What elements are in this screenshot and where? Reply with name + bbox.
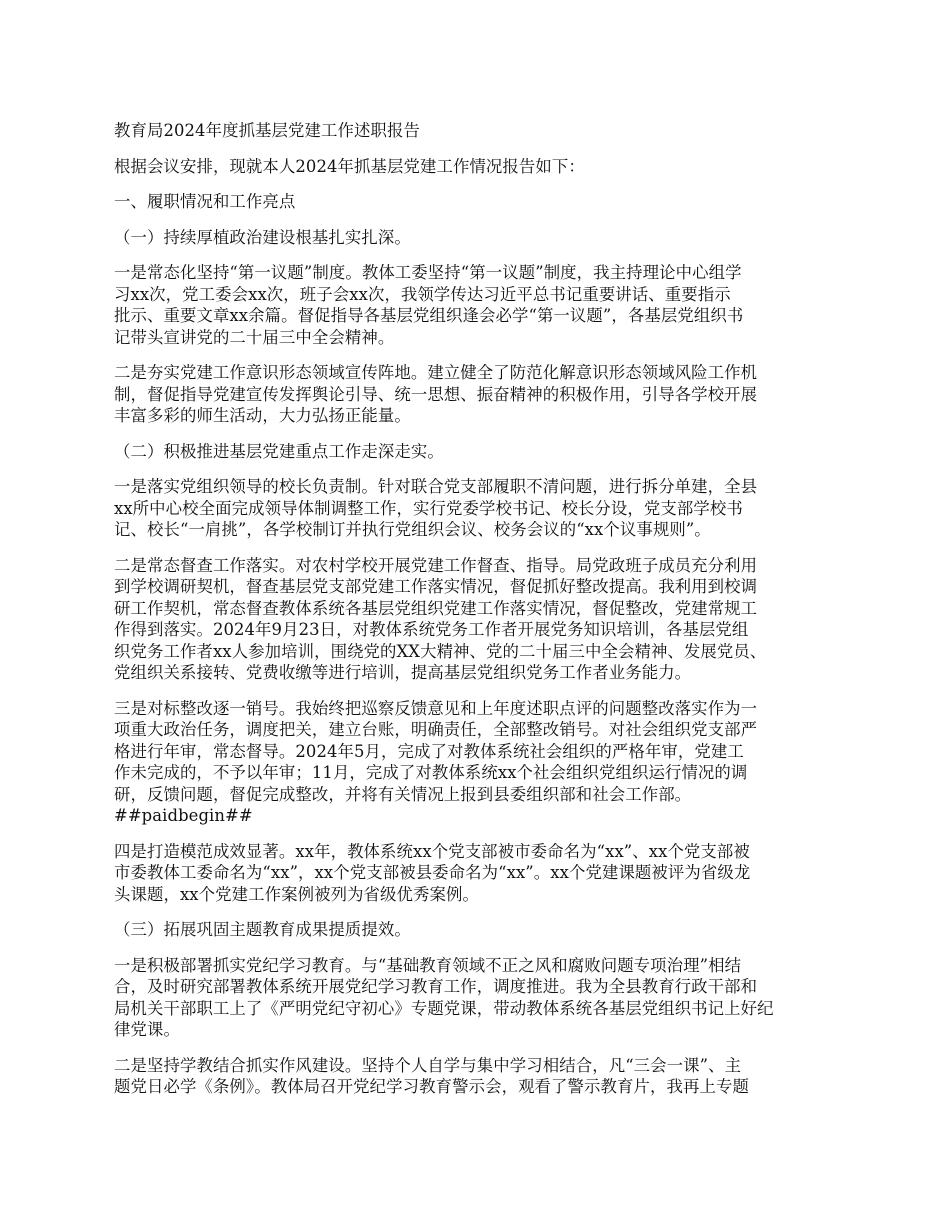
document-page: [114, 120, 850, 1112]
body-paragraph: 二是常态督查工作落实。对农村学校开展党建工作督查、指导。局党政班子成员充分利用 到学校调研契机，督查基层党支部党建工作落实情况，督促抓好整改提高。我利用到校调 研工作契机，常态督查教体系统各基层党组织党建工作落实情况，督促整改，党建常规工 作得到落实。2024年9月23日，对教体系统党务工作者开展党务知识培训，各基层党组 织党务工作者xx人参加培训，围绕党的XX大精神、党的二十届三中全会精神、发展党员、 党组织关系接转、党费收缴等进行培训，提高基层党组织党务工作者业务能力。: [114, 555, 767, 682]
subsection-heading-3: （三）拓展巩固主题教育成果提质提效。: [114, 920, 411, 939]
intro-paragraph: 根据会议安排，现就本人2024年抓基层党建工作情况报告如下：: [114, 156, 585, 176]
document-title: 教育局2024年度抓基层党建工作述职报告: [114, 121, 420, 140]
body-paragraph: 四是打造模范成效显著。xx年，教体系统xx个党支部被市委命名为“xx”、xx个党支部被 市委教体工委命名为“xx”，xx个党支部被县委命名为“xx”。xx个党建课题被评为省级龙 头课题，xx个党建工作案例被列为省级优秀案例。: [114, 841, 751, 904]
subsection-heading-1: （一）持续厚植政治建设根基扎实扎深。: [114, 227, 411, 247]
body-paragraph: 二是坚持学教结合抓实作风建设。坚持个人自学与集中学习相结合，凡“三会一课”、主 题党日必学《条例》。教体局召开党纪学习教育警示会，观看了警示教育片，我再上专题: [114, 1055, 749, 1096]
paid-begin-marker: ##paidbegin##: [114, 806, 253, 825]
section-heading: 一、履职情况和工作亮点: [114, 192, 296, 211]
subsection-heading-2: （二）积极推进基层党建重点工作走深走实。: [114, 441, 444, 461]
body-paragraph: 一是常态化坚持“第一议题”制度。教体工委坚持“第一议题”制度，我主持理论中心组学 习xx次，党工委会xx次，班子会xx次，我领学传达习近平总书记重要讲话、重要指示 批示、重要文章xx余篇。督促指导各基层党组织逢会必学“第一议题”，各基层党组织书 记带头宣讲党的二十届三中全会精神。: [114, 263, 744, 347]
body-paragraph: 三是对标整改逐一销号。我始终把巡察反馈意见和上年度述职点评的问题整改落实作为一 项重大政治任务，调度把关，建立台账，明确责任，全部整改销号。对社会组织党支部严 格进行年审，常态督导。2024年5月，完成了对教体系统社会组织的严格年审，党建工 作未完成的，不予以年审；11月，完成了对教体系统xx个社会组织党组织运行情况的调 研，反馈问题，督促完成整改，并将有关情况上报到县委组织部和社会工作部。: [114, 698, 758, 804]
body-paragraph: 二是夯实党建工作意识形态领域宣传阵地。建立健全了防范化解意识形态领域风险工作机 制，督促指导党建宣传发挥舆论引导、统一思想、振奋精神的积极作用，引导各学校开展 丰富多彩的师生活动，大力弘扬正能量。: [114, 363, 758, 425]
body-paragraph: 一是积极部署抓实党纪学习教育。与“基础教育领域不正之风和腐败问题专项治理”相结 合，及时研究部署教体系统开展党纪学习教育工作，调度推进。我为全县教育行政干部和 局机关干部职工上了《严明党纪守初心》专题党课，带动教体系统各基层党组织书记上好纪 律党课。: [114, 955, 774, 1039]
body-paragraph: 一是落实党组织领导的校长负责制。针对联合党支部履职不清问题，进行拆分单建，全县 xx所中心校全面完成领导体制调整工作，实行党委学校书记、校长分设，党支部学校书 记、校长“一肩挑”，各学校制订并执行党组织会议、校务会议的“xx个议事规则”。: [114, 477, 758, 539]
